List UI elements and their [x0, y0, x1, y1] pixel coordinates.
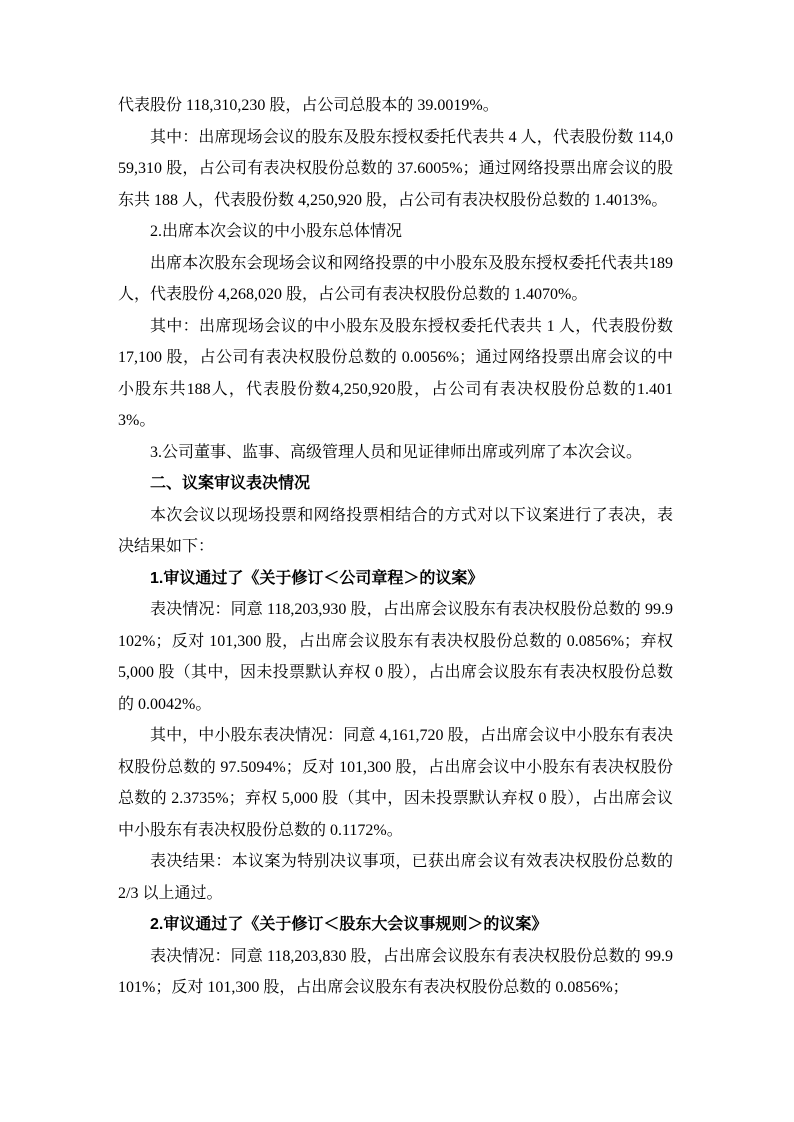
officers-attendance-item: 3.公司董事、监事、高级管理人员和见证律师出席或列席了本次会议。	[150, 443, 643, 461]
smallholder-overview-item: 2.出席本次会议的中小股东总体情况	[150, 223, 403, 240]
proposal-1-smallholder-vote-result: 其中，中小股东表决情况：同意 4,161,720 股，占出席会议中小股东有表决权股份总数的 97.5094%；反对 101,300 股，占出席会议中小股东有表决权股份总数的 2.3735%；弃权 5,000 股（其中，因未投票默认弃权 0 股），占出席会议中小股东有表决权股份总数的 0.1172%。	[118, 727, 673, 839]
proposal-2-title: 2.审议通过了《关于修订＜股东大会议事规则＞的议案》	[150, 916, 548, 933]
smallholder-attendance-detail: 其中：出席现场会议的中小股东及股东授权委托代表共 1 人，代表股份数 17,100 股，占公司有表决权股份总数的 0.0056%；通过网络投票出席会议的中小股东共188人，代表股份数4,250,920股，占公司有表决权股份总数的1.4013%。	[118, 317, 673, 429]
proposal-1-vote-result: 表决情况：同意 118,203,930 股，占出席会议股东有表决权股份总数的 99.9102%；反对 101,300 股，占出席会议股东有表决权股份总数的 0.0856%；弃权 5,000 股（其中，因未投票默认弃权 0 股），占出席会议股东有表决权股份总数的 0.0042%。	[118, 601, 673, 713]
smallholder-attendance-summary: 出席本次股东会现场会议和网络投票的中小股东及股东授权委托代表共189人，代表股份 4,268,020 股，占公司有表决权股份总数的 1.4070%。	[118, 254, 673, 303]
carryover-share-summary: 代表股份 118,310,230 股，占公司总股本的 39.0019%。	[118, 97, 499, 114]
proposal-2-vote-result: 表决情况：同意 118,203,830 股，占出席会议股东有表决权股份总数的 99.9101%；反对 101,300 股，占出席会议股东有表决权股份总数的 0.0856%；	[118, 947, 673, 996]
proposal-1-title: 1.审议通过了《关于修订＜公司章程＞的议案》	[150, 569, 484, 587]
section-2-heading: 二、议案审议表决情况	[150, 475, 311, 492]
proposal-1-resolution-outcome: 表决结果：本议案为特别决议事项，已获出席会议有效表决权股份总数的 2/3 以上通过。	[118, 853, 673, 902]
voting-method-intro: 本次会议以现场投票和网络投票相结合的方式对以下议案进行了表决，表决结果如下：	[118, 506, 673, 555]
overall-attendance-detail: 其中：出席现场会议的股东及股东授权委托代表共 4 人，代表股份数 114,059,310 股，占公司有表决权股份总数的 37.6005%；通过网络投票出席会议的股东共 188 人，代表股份数 4,250,920 股，占公司有表决权股份总数的 1.4013%。	[118, 128, 673, 209]
